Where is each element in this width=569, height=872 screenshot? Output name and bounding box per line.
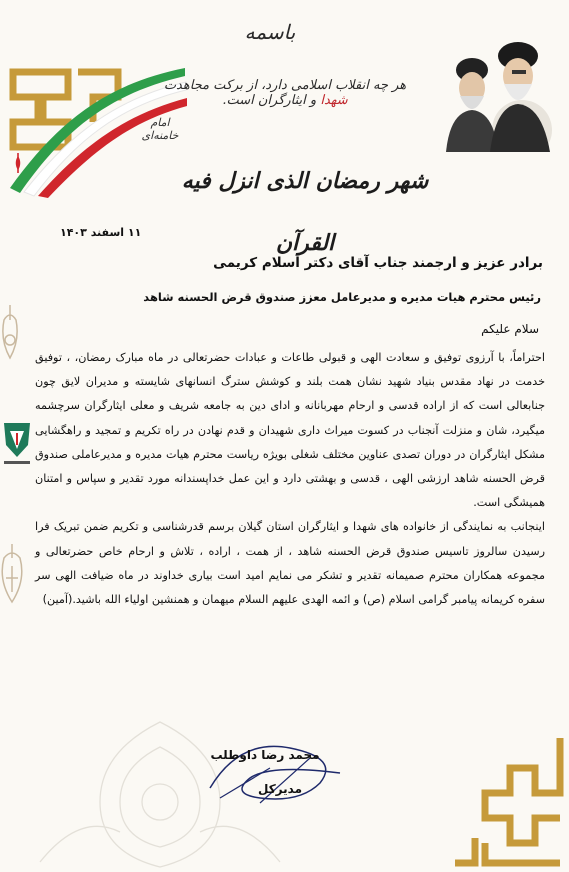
martyrs-quote: [150, 78, 420, 112]
lantern-ornament-2: [0, 540, 40, 620]
body-paragraph-1: احتراماً، با آرزوی توفیق و سعادت الهی و قبولی طاعات و عبادات حضرتعالی در ماه مبارک رمضان، ، توفیق خدمت در نهاد مقدس بنیاد شهید نشان همت بلند و کوشش سترگ انسانهای شایسته و مدیران لایق چون جنابعالی است که از اراده قدسی و ارحام مهربانانه و ادای دین به جامعه شریف و معلی ایثارگران سرچشمه میگیرد، شان و منزلت آنجناب در کسوت میراث داری شهیدان و قدم نهادن در راه تکریم و تمجید و راهگشایی مشکل ایثارگران در دوران تصدی عناوین مختلف شغلی بویژه ریاست محترم هیات مدیره و مدیرعاملی صندوق قرض الحسنه شاهد ارزشی الهی ، قدسی و بهشتی دارد و این عمل خداپسندانه مورد تقدیر و سپاس و امتنان همیشگی است.: [35, 351, 545, 510]
salutation: سلام علیکم: [481, 322, 539, 336]
recipient-name: برادر عزیز و ارجمند جناب آقای دکتر اسلام کریمی: [213, 255, 543, 271]
body-paragraph-2: اینجانب به نمایندگی از خانواده های شهدا و ایثارگران استان گیلان برسم قدرشناسی و تکریم ضمن تبریک فرا رسیدن سالروز تاسیس صندوق قرض الحسنه شاهد ، از همت ، اراده ، تلاش و ارحام خاص حضرتعالی و مجموعه همکاران محترم صمیمانه تقدیر و تشکر می نمایم امید است بیاری خداوند در ماه ضیافت الهی سر سفره کریمانه پیامبر گرامی اسلام (ص) و ائمه الهدی علیهم السلام میهمان و همنشین اولیاء الله باشید.(آمین): [35, 520, 545, 607]
letter-body: [35, 346, 545, 612]
signature-image: [200, 728, 350, 808]
quote-text-after: و ایثارگران است.: [222, 93, 317, 108]
lantern-ornament: [0, 300, 40, 380]
recipient-position: رئیس محترم هیات مدیره و مدیرعامل معزز صندوق قرض الحسنه شاهد: [143, 290, 541, 304]
quote-text-before: هر چه انقلاب اسلامی دارد، از برکت مجاهدت: [163, 78, 407, 93]
signer-name: محمد رضا داوطلب: [210, 748, 320, 762]
heading-basmeh: باسمه: [244, 20, 296, 44]
quote-author: امام خامنه‌ای: [141, 116, 179, 142]
quote-highlight: شهدا: [320, 93, 348, 108]
martyr-foundation-logo: [0, 415, 34, 475]
gold-knot-ornament-bottom: [445, 718, 565, 868]
signer-title: مدیرکل: [257, 782, 303, 796]
leaders-portrait-image: [432, 30, 558, 152]
ramadan-calligraphy: شهر رمضان الذی انزل فیه القرآن: [181, 168, 429, 256]
letter-date: ۱۱ اسفند ۱۴۰۳: [60, 226, 142, 239]
